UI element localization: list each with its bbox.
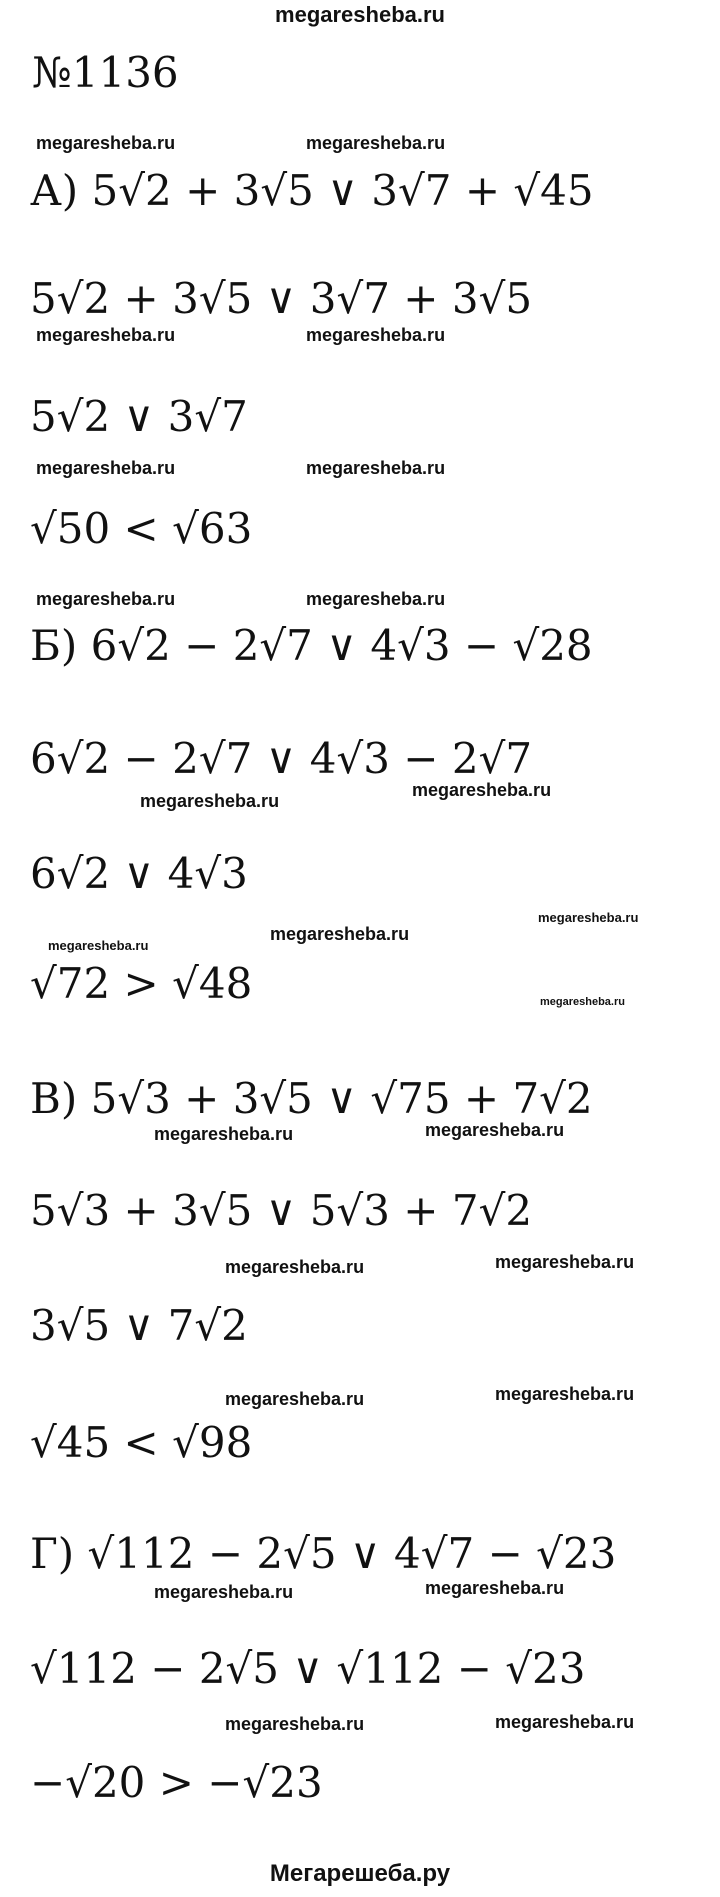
math-line-b4: √72 > √48 bbox=[30, 959, 253, 1008]
watermark: megaresheba.ru bbox=[306, 589, 446, 609]
watermark: megaresheba.ru bbox=[48, 938, 149, 953]
watermark: megaresheba.ru bbox=[306, 458, 446, 478]
watermark: megaresheba.ru bbox=[538, 910, 639, 925]
watermark: megaresheba.ru bbox=[154, 1124, 294, 1144]
watermark: megaresheba.ru bbox=[225, 1257, 365, 1277]
watermark: megaresheba.ru bbox=[270, 924, 410, 944]
math-line-d1: Г) √112 − 2√5 ∨ 4√7 − √23 bbox=[30, 1529, 617, 1578]
watermark: megaresheba.ru bbox=[36, 589, 176, 609]
math-line-b1: Б) 6√2 − 2√7 ∨ 4√3 − √28 bbox=[30, 621, 593, 670]
watermark: megaresheba.ru bbox=[36, 325, 176, 345]
problem-number: №1136 bbox=[32, 48, 179, 97]
math-line-a2: 5√2 + 3√5 ∨ 3√7 + 3√5 bbox=[30, 274, 533, 323]
watermark: megaresheba.ru bbox=[306, 133, 446, 153]
watermark: megaresheba.ru bbox=[140, 791, 280, 811]
watermark: megaresheba.ru bbox=[495, 1252, 635, 1272]
math-line-a4: √50 < √63 bbox=[30, 504, 253, 553]
watermark: megaresheba.ru bbox=[540, 996, 625, 1008]
watermark: megaresheba.ru bbox=[495, 1712, 635, 1732]
footer-watermark: Мегарешеба.ру bbox=[269, 1860, 451, 1887]
math-line-c4: √45 < √98 bbox=[30, 1418, 253, 1467]
math-line-a3: 5√2 ∨ 3√7 bbox=[30, 392, 248, 441]
math-line-b2: 6√2 − 2√7 ∨ 4√3 − 2√7 bbox=[30, 734, 533, 783]
math-line-c2: 5√3 + 3√5 ∨ 5√3 + 7√2 bbox=[30, 1186, 533, 1235]
math-line-b3: 6√2 ∨ 4√3 bbox=[30, 849, 248, 898]
watermark: megaresheba.ru bbox=[154, 1582, 294, 1602]
watermark: megaresheba.ru bbox=[425, 1578, 565, 1598]
watermark: megaresheba.ru bbox=[36, 133, 176, 153]
watermark: megaresheba.ru bbox=[412, 780, 552, 800]
math-line-c3: 3√5 ∨ 7√2 bbox=[30, 1301, 248, 1350]
math-line-a1: А) 5√2 + 3√5 ∨ 3√7 + √45 bbox=[30, 166, 594, 215]
header-watermark: megaresheba.ru bbox=[275, 2, 445, 27]
math-line-d2: √112 − 2√5 ∨ √112 − √23 bbox=[30, 1644, 586, 1693]
math-line-c1: В) 5√3 + 3√5 ∨ √75 + 7√2 bbox=[30, 1074, 593, 1123]
watermark: megaresheba.ru bbox=[306, 325, 446, 345]
watermark: megaresheba.ru bbox=[225, 1389, 365, 1409]
watermark: megaresheba.ru bbox=[36, 458, 176, 478]
watermark: megaresheba.ru bbox=[495, 1384, 635, 1404]
watermark: megaresheba.ru bbox=[225, 1714, 365, 1734]
watermark: megaresheba.ru bbox=[425, 1120, 565, 1140]
math-line-d3: −√20 > −√23 bbox=[30, 1758, 323, 1807]
